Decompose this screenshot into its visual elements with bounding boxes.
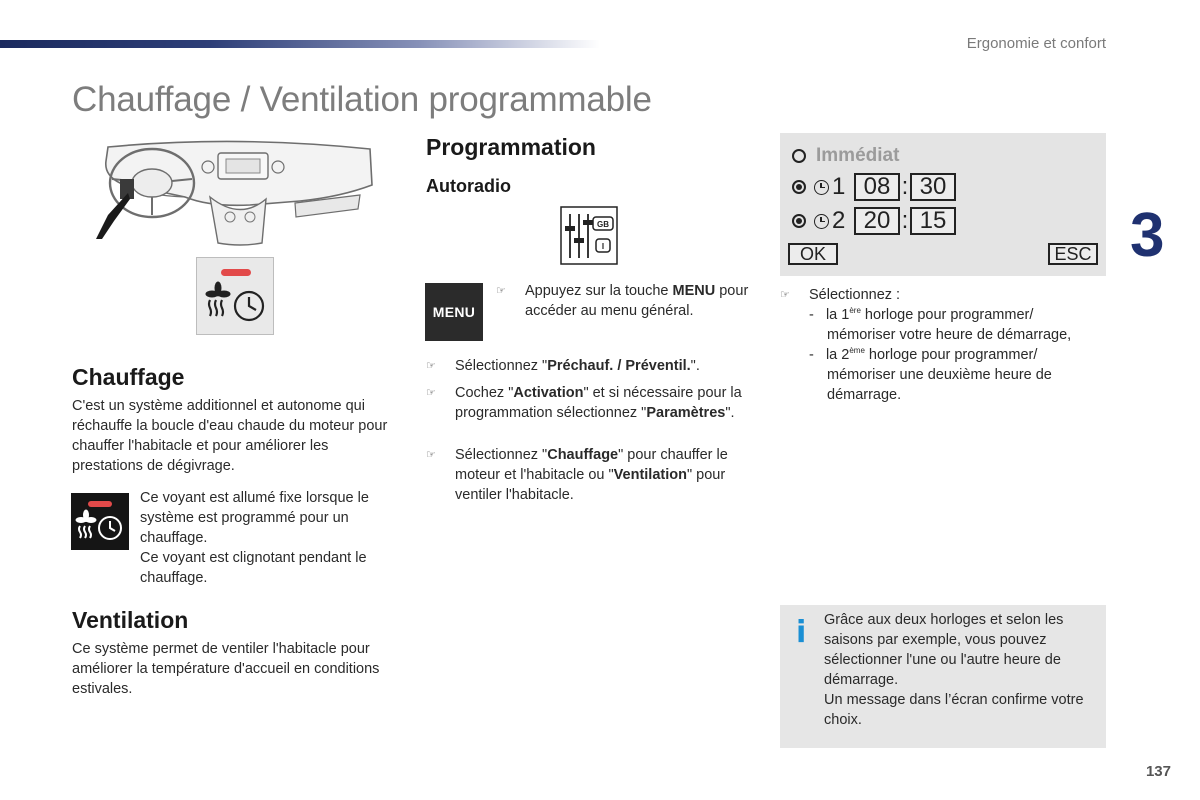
select-item-1: - la 1ère horloge pour programmer/ mémoriser votre heure de démarrage, xyxy=(809,306,1072,343)
ventilation-body: Ce système permet de ventiler l'habitacle pour améliorer la température d'accueil en conditions estivales. xyxy=(72,641,380,697)
immediate-option-row xyxy=(792,145,899,167)
heater-indicator-tile xyxy=(196,257,274,335)
radio-selected-icon xyxy=(792,180,806,194)
select-intro: Sélectionnez : xyxy=(809,287,901,303)
clock-2-number: 2 xyxy=(832,207,846,234)
info-text xyxy=(824,610,1094,730)
info-text-clocks: Grâce aux deux horloges et selon les saisons par exemple, vous pouvez sélectionner l'une ou l'autre heure de démarrage. xyxy=(824,612,1064,688)
indicator-text-blinking: Ce voyant est clignotant pendant le chauffage. xyxy=(140,550,367,586)
chapter-number: 3 xyxy=(1130,201,1165,270)
programmation-heading: Programmation xyxy=(426,134,596,160)
time-separator: : xyxy=(901,173,909,200)
select-clock-instructions xyxy=(780,285,1100,405)
step-select-preheat: ☞ Sélectionnez "Préchauf. / Préventil.". xyxy=(426,358,700,374)
clock-icon xyxy=(814,180,829,195)
section-label: Ergonomie et confort xyxy=(966,35,1106,52)
clock-1-number: 1 xyxy=(832,173,846,200)
page-title: Chauffage / Ventilation programmable xyxy=(72,80,652,119)
step-select-mode: ☞ Sélectionnez "Chauffage" pour chauffer le moteur et l'habitacle ou "Ventilation" pour ventiler l'habitacle. xyxy=(426,447,728,503)
pointer-icon: ☞ xyxy=(496,285,506,297)
clock-1-minutes: 30 xyxy=(910,173,956,201)
heater-warning-light xyxy=(71,493,129,550)
programming-screen xyxy=(780,133,1106,276)
immediate-label: Immédiat xyxy=(816,145,900,166)
screen-esc-button: ESC xyxy=(1048,243,1098,265)
pointer-icon: ☞ xyxy=(426,360,436,372)
indicator-description xyxy=(140,488,390,588)
clock-2-minutes: 15 xyxy=(910,207,956,235)
select-item-2: - la 2ème horloge pour programmer/ mémoriser une deuxième heure de démarrage. xyxy=(809,346,1052,403)
step-press-menu: ☞ Appuyez sur la touche MENU pour accéder au menu général. xyxy=(496,283,749,319)
heating-timer-icon xyxy=(197,258,275,336)
radio-unselected-icon xyxy=(792,149,806,163)
ventilation-heading: Ventilation xyxy=(72,607,189,633)
info-text-confirm: Un message dans l’écran confirme votre choix. xyxy=(824,692,1084,728)
radio-badge-gb: GB xyxy=(597,220,609,229)
info-box xyxy=(780,605,1106,748)
pointer-icon: ☞ xyxy=(426,449,436,461)
autoradio-subheading: Autoradio xyxy=(426,176,511,196)
clock-1-hours: 08 xyxy=(854,173,900,201)
clock-icon xyxy=(814,214,829,229)
header-gradient-bar xyxy=(0,40,600,48)
autoradio-settings-icon xyxy=(560,206,618,265)
chauffage-body: C'est un système additionnel et autonome qui réchauffe la boucle d'eau chaude du moteur pour chauffer l'habitacle et pour améliorer les prestations de dégivrage. xyxy=(72,398,388,474)
clock-2-row xyxy=(792,207,956,235)
screen-ok-button: OK xyxy=(788,243,838,265)
step-check-activation: ☞ Cochez "Activation" et si nécessaire pour la programmation sélectionnez "Paramètres". xyxy=(426,385,742,421)
page-number: 137 xyxy=(1145,763,1171,780)
menu-button: MENU xyxy=(425,283,483,341)
time-separator: : xyxy=(901,207,909,234)
radio-selected-icon xyxy=(792,214,806,228)
pointer-icon: ☞ xyxy=(780,289,790,301)
radio-badge-i: I xyxy=(601,242,605,251)
indicator-text-fixed: Ce voyant est allumé fixe lorsque le système est programmé pour un chauffage. xyxy=(140,490,369,546)
chauffage-heading: Chauffage xyxy=(72,364,185,390)
heating-timer-icon xyxy=(71,493,129,550)
dashboard-illustration xyxy=(90,135,380,250)
pointer-icon: ☞ xyxy=(426,387,436,399)
clock-1-row xyxy=(792,173,956,201)
clock-2-hours: 20 xyxy=(854,207,900,235)
info-icon: i xyxy=(796,615,807,650)
